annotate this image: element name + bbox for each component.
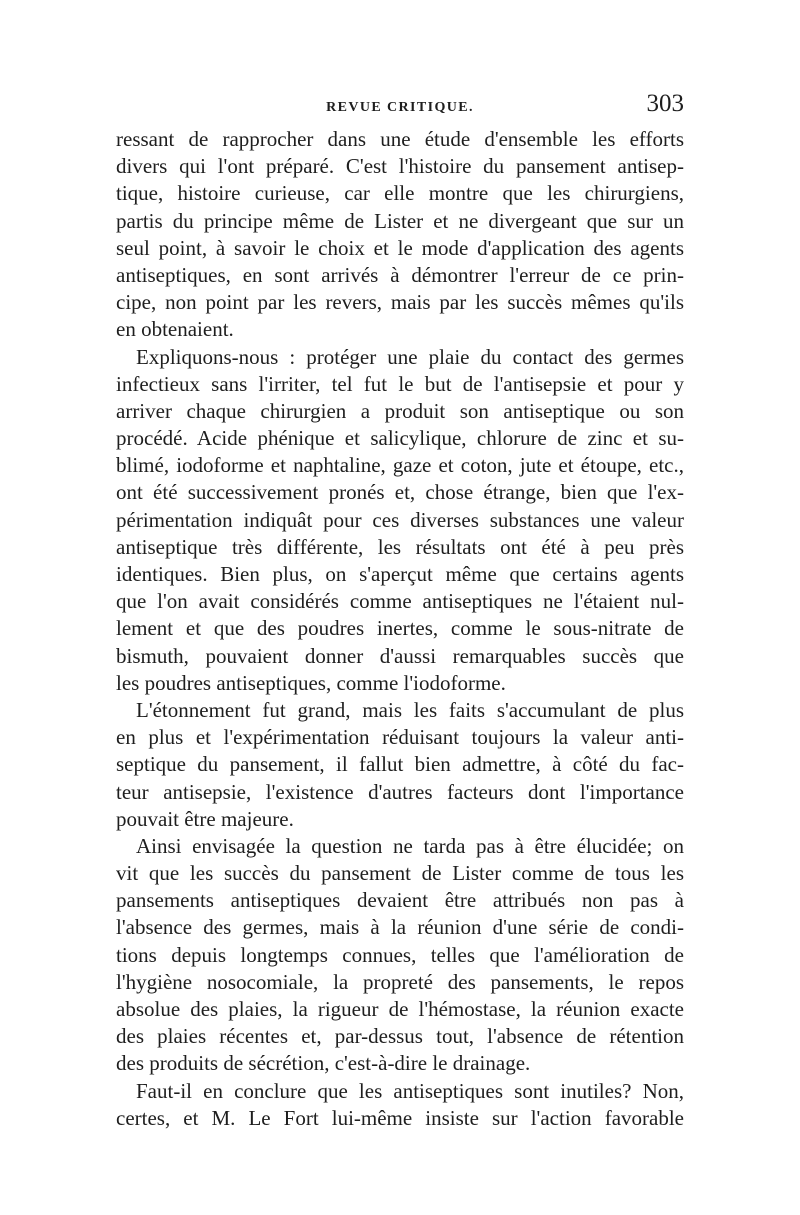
text-line: ont été successivement pronés et, chose étrange, bien que l'ex- xyxy=(116,480,684,505)
body-text xyxy=(116,126,684,1132)
text-line: blimé, iodoforme et naphtaline, gaze et coton, jute et étoupe, etc., xyxy=(116,453,684,478)
page-header xyxy=(116,90,684,120)
text-line: les poudres antiseptiques, comme l'iodoforme. xyxy=(116,670,506,695)
text-line: pansements antiseptiques devaient être attribués non pas à xyxy=(116,888,684,913)
text-line: antiseptique très différente, les résultats ont été à peu près xyxy=(116,534,684,559)
text-line: que l'on avait considérés comme antiseptiques ne l'étaient nul- xyxy=(116,589,684,614)
text-line: des plaies récentes et, par-dessus tout, l'absence de rétention xyxy=(116,1024,684,1049)
text-line: identiques. Bien plus, on s'aperçut même que certains agents xyxy=(116,562,684,586)
running-head: REVUE CRITIQUE. xyxy=(326,100,474,115)
text-line: septique du pansement, il fallut bien admettre, à côté du fac- xyxy=(116,752,684,777)
text-line: périmentation indiquât pour ces diverses substances une valeur xyxy=(116,507,684,532)
text-line: L'étonnement fut grand, mais les faits s'accumulant de plus xyxy=(136,697,684,722)
text-line: Ainsi envisagée la question ne tarda pas à être élucidée; on xyxy=(136,833,684,858)
text-line: arriver chaque chirurgien a produit son antiseptique ou son xyxy=(116,398,684,423)
text-line: en plus et l'expérimentation réduisant toujours la valeur anti- xyxy=(116,725,684,750)
text-line: absolue des plaies, la rigueur de l'hémostase, la réunion exacte xyxy=(116,997,684,1021)
text-line: lement et que des poudres inertes, comme le sous-nitrate de xyxy=(116,616,684,641)
text-line: vit que les succès du pansement de Lister comme de tous les xyxy=(116,861,684,886)
text-line: en obtenaient. xyxy=(116,317,234,342)
text-line: ressant de rapprocher dans une étude d'ensemble les efforts xyxy=(116,127,684,151)
text-line: partis du principe même de Lister et ne divergeant que sur un xyxy=(116,208,684,233)
text-line: tique, histoire curieuse, car elle montre que les chirurgiens, xyxy=(116,181,684,206)
text-line: teur antisepsie, l'existence d'autres facteurs dont l'importance xyxy=(116,779,684,804)
text-line: l'hygiène nosocomiale, la propreté des pansements, le repos xyxy=(116,969,684,994)
text-line: antiseptiques, en sont arrivés à démontrer l'erreur de ce prin- xyxy=(116,262,684,287)
text-line: Expliquons-nous : protéger une plaie du contact des germes xyxy=(136,344,684,369)
text-line: procédé. Acide phénique et salicylique, chlorure de zinc et su- xyxy=(116,426,684,451)
text-line: certes, et M. Le Fort lui-même insiste sur l'action favorable xyxy=(116,1105,684,1130)
text-line: l'absence des germes, mais à la réunion d'une série de condi- xyxy=(116,915,684,940)
text-line: infectieux sans l'irriter, tel fut le but de l'antisepsie et pour y xyxy=(116,371,684,396)
text-line: pouvait être majeure. xyxy=(116,806,294,831)
text-line: Faut-il en conclure que les antiseptiques sont inutiles? Non, xyxy=(136,1078,684,1103)
text-line: tions depuis longtemps connues, telles que l'amélioration de xyxy=(116,942,684,967)
text-line: divers qui l'ont préparé. C'est l'histoire du pansement antisep- xyxy=(116,154,684,179)
text-line: cipe, non point par les revers, mais par les succès mêmes qu'ils xyxy=(116,290,684,315)
text-line: seul point, à savoir le choix et le mode d'application des agents xyxy=(116,235,684,260)
text-line: bismuth, pouvaient donner d'aussi remarquables succès que xyxy=(116,643,684,668)
page-number: 303 xyxy=(646,90,684,117)
text-line: des produits de sécrétion, c'est-à-dire le drainage. xyxy=(116,1051,531,1076)
